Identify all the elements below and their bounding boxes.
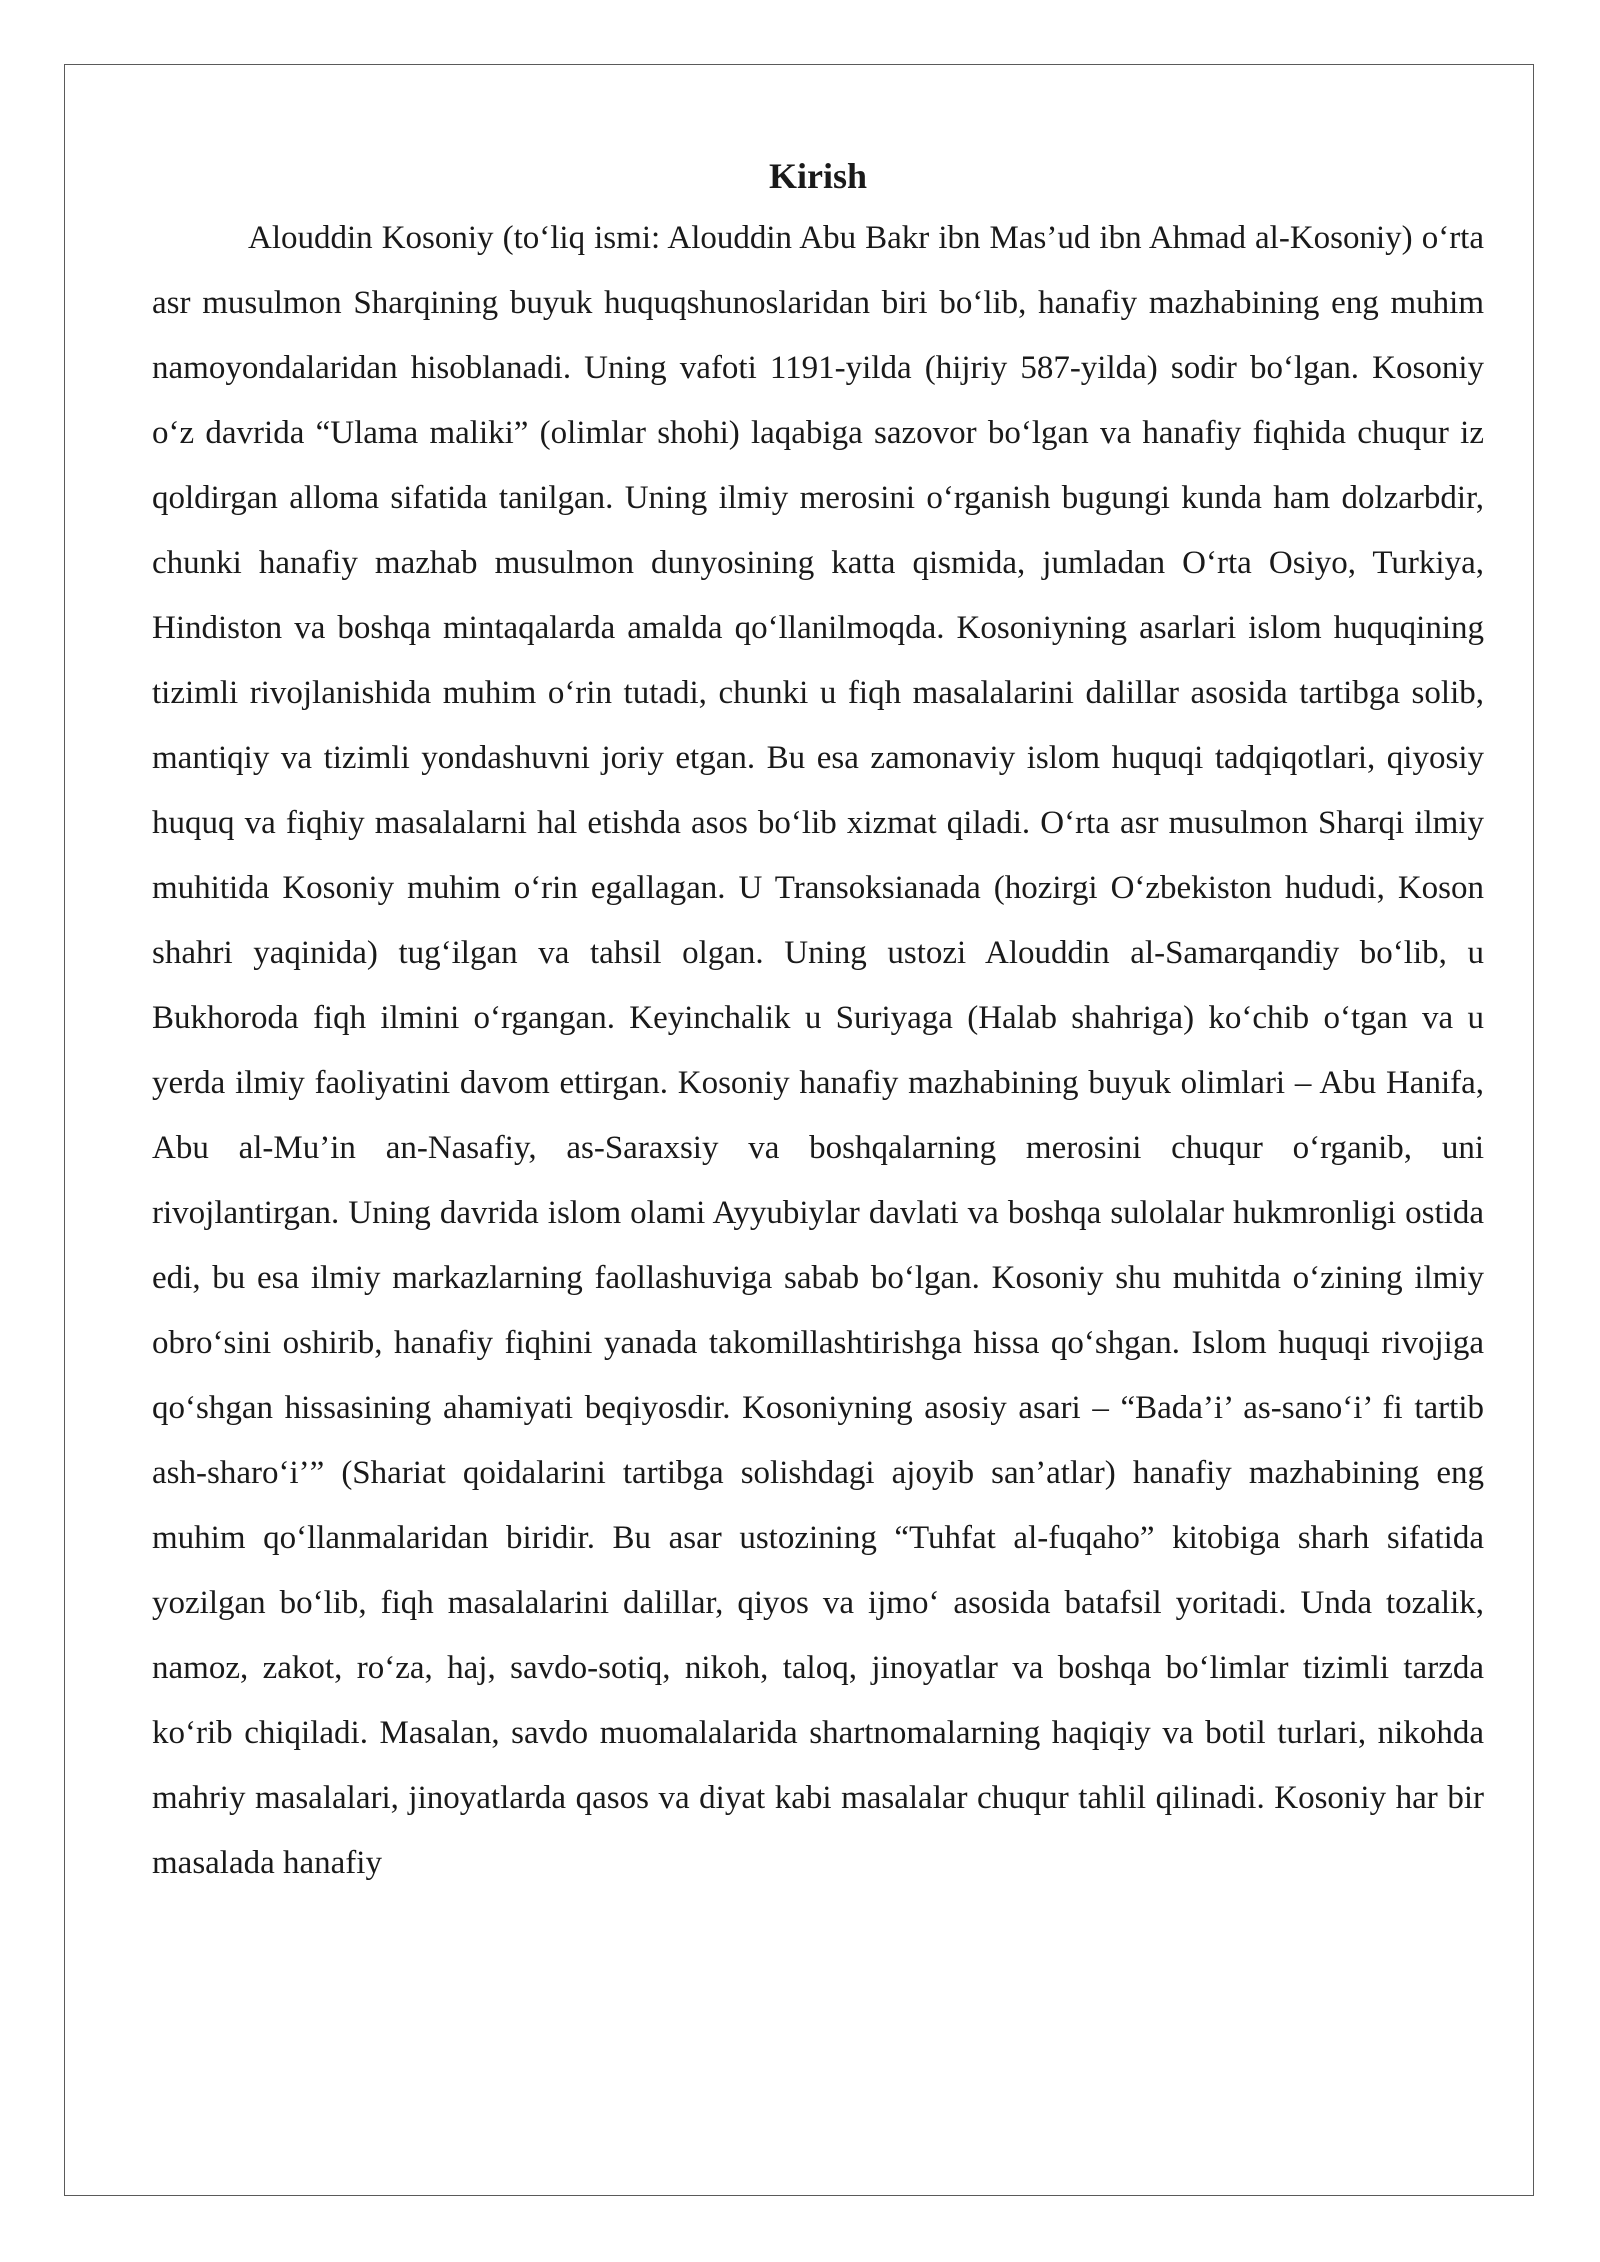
section-heading: Kirish bbox=[768, 156, 867, 196]
body-paragraph: Alouddin Kosoniy (to‘liq ismi: Alouddin Abu Bakr ibn Mas’ud ibn Ahmad al-Kosoniy) o‘rta asr musulmon Sharqining buyuk huquqshunoslaridan biri bo‘lib, hanafiy mazhabining eng muhim namoyondalaridan hisoblanadi. Uning vafoti 1191-yilda (hijriy 587-yilda) sodir bo‘lgan. Kosoniy o‘z davrida “Ulama maliki” (olimlar shohi) laqabiga sazovor bo‘lgan va hanafiy fiqhida chuqur iz qoldirgan alloma sifatida tanilgan. Uning ilmiy merosini o‘rganish bugungi kunda ham dolzarbdir, chunki hanafiy mazhab musulmon dunyosining katta qismida, jumladan O‘rta Osiyo, Turkiya, Hindiston va boshqa mintaqalarda amalda qo‘llanilmoqda. Kosoniyning asarlari islom huquqining tizimli rivojlanishida muhim o‘rin tutadi, chunki u fiqh masalalarini dalillar asosida tartibga solib, mantiqiy va tizimli yondashuvni joriy etgan. Bu esa zamonaviy islom huquqi tadqiqotlari, qiyosiy huquq va fiqhiy masalalarni hal etishda asos bo‘lib xizmat qiladi. O‘rta asr musulmon Sharqi ilmiy muhitida Kosoniy muhim o‘rin egallagan. U Transoksianada (hozirgi O‘zbekiston hududi, Koson shahri yaqinida) tug‘ilgan va tahsil olgan. Uning ustozi Alouddin al-Samarqandiy bo‘lib, u Bukhoroda fiqh ilmini o‘rgangan. Keyinchalik u Suriyaga (Halab shahriga) ko‘chib o‘tgan va u yerda ilmiy faoliyatini davom ettirgan. Kosoniy hanafiy mazhabining buyuk olimlari – Abu Hanifa, Abu al-Mu’in an-Nasafiy, as-Saraxsiy va boshqalarning merosini chuqur o‘rganib, uni rivojlantirgan. Uning davrida islom olami Ayyubiylar davlati va boshqa sulolalar hukmronligi ostida edi, bu esa ilmiy markazlarning faollashuviga sabab bo‘lgan. Kosoniy shu muhitda o‘zining ilmiy obro‘sini oshirib, hanafiy fiqhini yanada takomillashtirishga hissa qo‘shgan. Islom huquqi rivojiga qo‘shgan hissasining ahamiyati beqiyosdir. Kosoniyning asosiy asari – “Bada’i’ as-sano‘i’ fi tartib ash-sharo‘i’” (Shariat qoidalarini tartibga solishdagi ajoyib san’atlar) hanafiy mazhabining eng muhim qo‘llanmalaridan biridir. Bu asar ustozining “Tuhfat al-fuqaho” kitobiga sharh sifatida yozilgan bo‘lib, fiqh masalalarini dalillar, qiyos va ijmo‘ asosida batafsil yoritadi. Unda tozalik, namoz, zakot, ro‘za, haj, savdo-sotiq, nikoh, taloq, jinoyatlar va boshqa bo‘limlar tizimli tarzda ko‘rib chiqiladi. Masalan, savdo muomalalarida shartnomalarning haqiqiy va botil turlari, nikohda mahriy masalalari, jinoyatlarda qasos va diyat kabi masalalar chuqur tahlil qilinadi. Kosoniy har bir masalada hanafiy bbox=[152, 220, 1484, 1881]
document-body bbox=[152, 150, 1484, 1896]
